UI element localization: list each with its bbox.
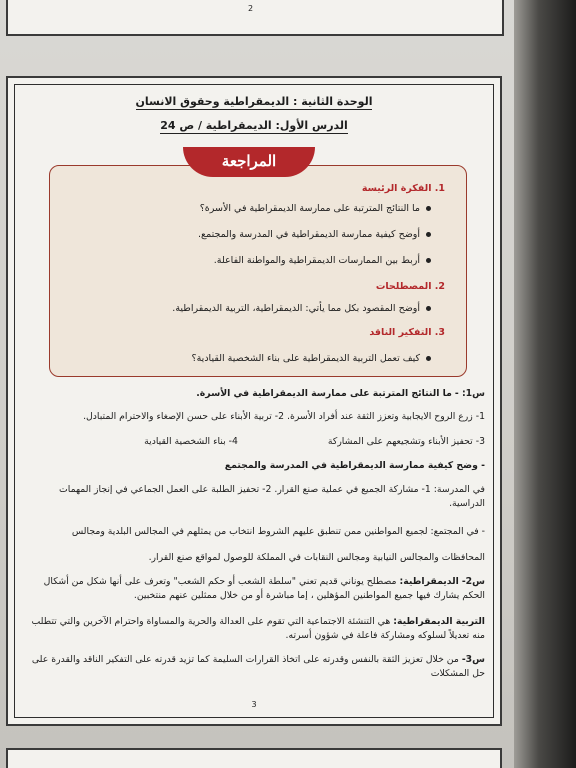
review-heading-main-idea: 1. الفكرة الرئيسة	[361, 183, 445, 194]
review-heading-terms: 2. المصطلحات	[375, 281, 445, 292]
device-edge-shadow	[514, 0, 576, 768]
answer-q3: س3- من خلال تعزيز الثقة بالنفس وقدرته على اتخاذ القرارات السليمة كما تزيد قدرته على التفكير الناقد والقدرة على حل المشكلات	[31, 654, 485, 679]
answer-q1-line2: 3- تحفيز الأبناء وتشجيعهم على المشاركة4- بناء الشخصية القيادية	[144, 436, 485, 447]
review-item: ما النتائج المترتبة على ممارسة الديمقراطية في الأسرة؟	[200, 203, 431, 214]
worksheet-frame	[14, 84, 494, 718]
review-item: أوضح كيفية ممارسة الديمقراطية في المدرسة والمجتمع.	[198, 229, 431, 240]
answer-society-2: المحافظات والمجالس النيابية ومجالس النقابات في المملكة للوصول لمواقع صنع القرار.	[148, 552, 485, 563]
previous-page-number: 2	[248, 4, 254, 13]
review-item: أوضح المقصود بكل مما يأتي: الديمقراطية، التربية الديمقراطية.	[172, 303, 431, 314]
answer-q1-line1: 1- زرع الروح الايجابية وتعزز الثقة عند أفراد الأسرة. 2- تربية الأبناء على حسن الإصغاء والاحترام المتبادل.	[83, 411, 485, 422]
answer-society-1: - في المجتمع: لجميع المواطنين ممن تنطبق عليهم الشروط انتخاب من يمثلهم في المجالس البلدية ومجالس	[71, 526, 485, 537]
review-box	[49, 165, 467, 377]
answer-q2: س2- الديمقراطية: مصطلح يوناني قديم تعني "سلطة الشعب أو حكم الشعب" وتعرف على أنها شكل من أشكال الحكم يشارك فيها جميع المواطنين المؤهلين ، إما مباشرة أو من خلال ممثلين عنهم منتخبين.	[43, 576, 485, 601]
worksheet-page	[6, 76, 502, 726]
review-badge: المراجعة	[183, 147, 315, 177]
unit-title: الوحدة الثانية : الديمقراطية وحقوق الانسان	[135, 95, 373, 108]
review-item: أربط بين الممارسات الديمقراطية والمواطنة الفاعلة.	[214, 255, 431, 266]
lesson-title: الدرس الأول: الديمقراطية / ص 24	[160, 119, 348, 132]
previous-page	[6, 0, 504, 36]
answer-q1: س1: - ما النتائج المترتبة على ممارسة الديمقراطية في الأسرة.	[196, 388, 485, 399]
answer-democratic-education: التربية الديمقراطية: هي التنشئة الاجتماعية التي تقوم على العدالة والحرية والمساواة واحترام الآخرين والتي تتطلب منه تعديلاً لسلوكه ومشاركة فاعلة في شؤون أسرته.	[31, 616, 485, 641]
review-heading-critical-thinking: 3. التفكير الناقد	[369, 327, 445, 338]
page-number: 3	[251, 700, 257, 709]
review-item: كيف تعمل التربية الديمقراطية على بناء الشخصية القيادية؟	[192, 353, 431, 364]
answer-school: في المدرسة: 1- مشاركة الجميع في عملية صنع القرار. 2- تحفيز الطلبة على العمل الجماعي في إنجاز المهمات الدراسية.	[59, 484, 485, 509]
answer-q1b: - وضح كيفية ممارسة الديمقراطية في المدرسة والمجتمع	[224, 460, 485, 471]
next-page	[6, 748, 502, 768]
